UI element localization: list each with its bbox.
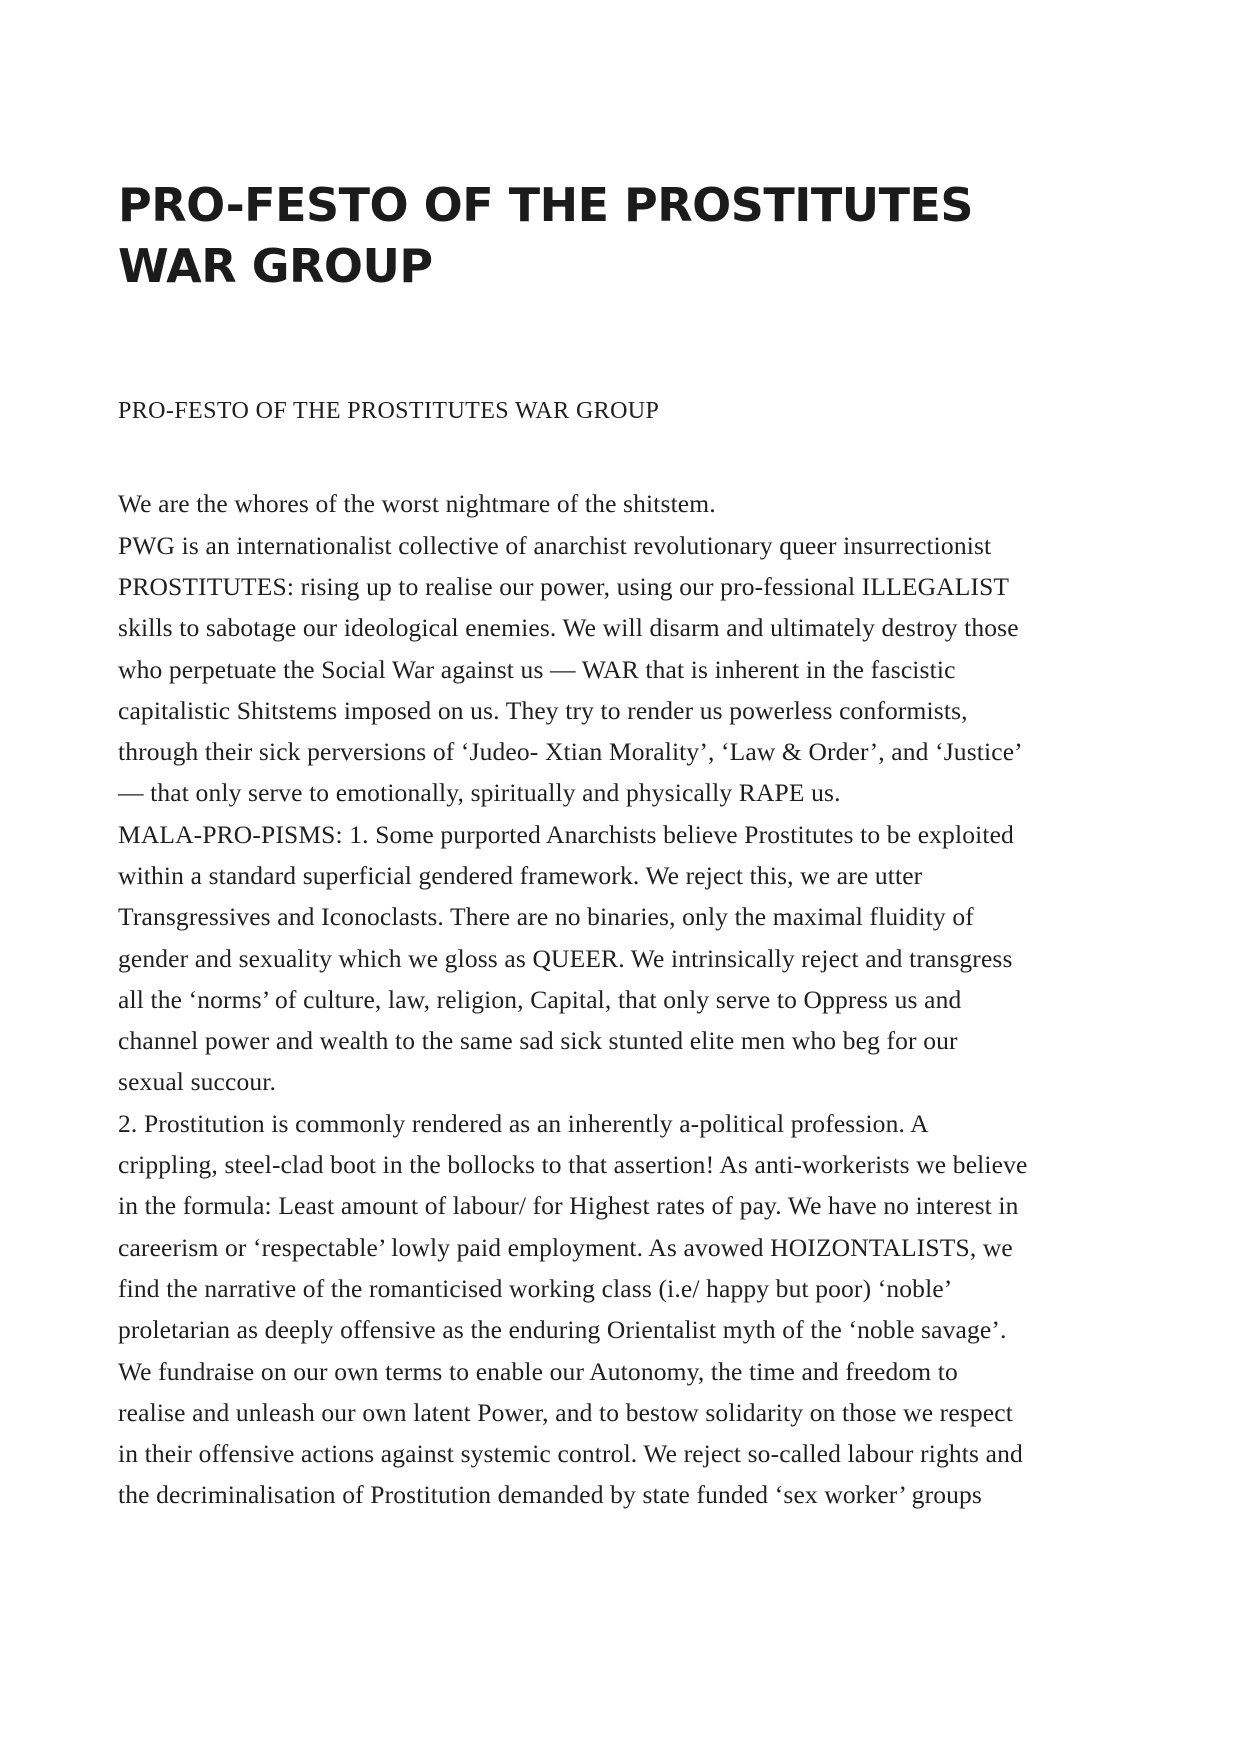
paragraph-2: PWG is an internationalist collective of anarchist revolutionary queer insurrectionist PROSTITUTES: rising up to realise our power, using our pro-fessional ILLEGALIST skills to sabotage our ideological enemies. We will disarm and ultimately destroy those who perpetuate the Social War against us — WAR that is inherent in the fascistic capitalistic Shitstems imposed on us. They try to render us powerless conformists, through their sick perversions of ‘Judeo- Xtian Morality’, ‘Law & Order’, and ‘Justice’ — that only serve to emotionally, spiritually and physically RAPE us. <box>118 530 1021 808</box>
page-title: PRO-FESTO OF THE PROSTITUTES WAR GROUP <box>118 178 974 293</box>
paragraph-1: We are the whores of the worst nightmare of the shitstem. <box>118 489 716 519</box>
document-body <box>118 392 1028 1515</box>
paragraph-3: MALA-PRO-PISMS: 1. Some purported Anarchists believe Prostitutes to be exploited within a standard superficial gendered framework. We reject this, we are utter Transgressives and Iconoclasts. There are no binaries, only the maximal fluidity of gender and sexuality which we gloss as QUEER. We intrinsically reject and transgress all the ‘norms’ of culture, law, religion, Capital, that only serve to Oppress us and channel power and wealth to the same sad sick stunted elite men who beg for our sexual succour. <box>118 819 1014 1097</box>
paragraph-4: 2. Prostitution is commonly rendered as an inherently a-political profession. A crippling, steel-clad boot in the bollocks to that assertion! As anti-workerists we believe in the formula: Least amount of labour/ for Highest rates of pay. We have no interest in careerism or ‘respectable’ lowly paid employment. As avowed HOIZONTALISTS, we find the narrative of the romanticised working class (i.e/ happy but poor) ‘noble’ proletarian as deeply offensive as the enduring Orientalist myth of the ‘noble savage’. We fundraise on our own terms to enable our Autonomy, the time and freedom to realise and unleash our own latent Power, and to bestow solidarity on those we respect in their offensive actions against systemic control. We reject so-called labour rights and the decriminalisation of Prostitution demanded by state funded ‘sex worker’ groups <box>118 1108 1028 1510</box>
document-subheading: PRO-FESTO OF THE PROSTITUTES WAR GROUP <box>118 398 660 425</box>
